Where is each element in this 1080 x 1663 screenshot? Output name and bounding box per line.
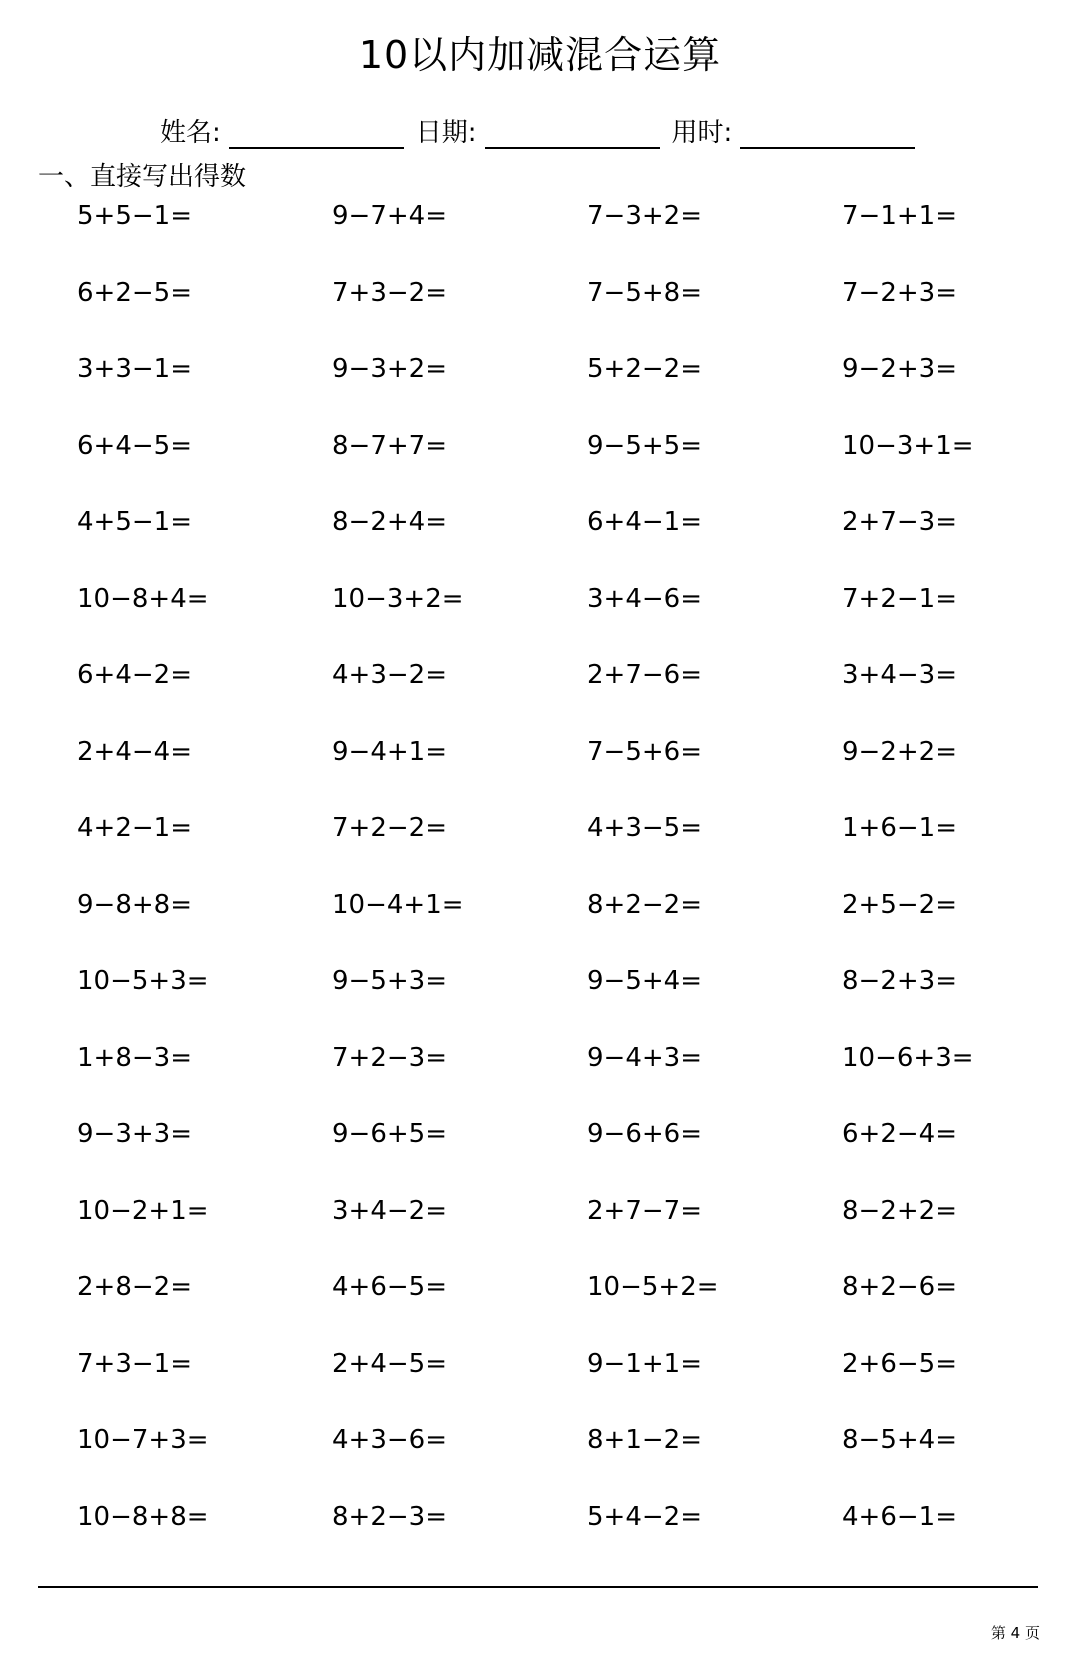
math-problem: 2+4−5=	[332, 1348, 447, 1379]
math-problem: 7−5+6=	[587, 736, 702, 767]
math-problem: 9−1+1=	[587, 1348, 702, 1379]
math-problem: 8−2+2=	[842, 1195, 957, 1226]
math-problem: 7+2−1=	[842, 583, 957, 614]
math-problem: 9−5+3=	[332, 966, 447, 996]
math-problem: 9−6+5=	[332, 1119, 447, 1149]
math-problem: 8+1−2=	[587, 1425, 702, 1455]
math-problem: 2+7−6=	[587, 660, 702, 690]
math-problem: 6+4−1=	[587, 507, 702, 537]
student-info-row	[160, 113, 927, 149]
math-problem: 10−8+4=	[77, 583, 209, 614]
math-problem: 7+2−3=	[332, 1042, 447, 1073]
math-problem: 9−2+3=	[842, 354, 957, 384]
math-problem: 2+7−3=	[842, 507, 957, 537]
math-problem: 5+5−1=	[77, 201, 192, 231]
math-problem: 10−7+3=	[77, 1425, 209, 1455]
name-blank-line[interactable]	[229, 123, 404, 149]
math-problem: 8+2−2=	[587, 889, 702, 920]
math-problem: 7−1+1=	[842, 201, 957, 231]
math-problem: 1+6−1=	[842, 813, 957, 843]
math-problem: 4+5−1=	[77, 507, 192, 537]
math-problem: 8+2−3=	[332, 1501, 447, 1532]
name-label: 姓名:	[160, 118, 221, 148]
math-problem: 8−2+4=	[332, 507, 447, 537]
time-label: 用时:	[671, 118, 733, 148]
math-problem: 2+7−7=	[587, 1195, 702, 1226]
math-problem: 2+4−4=	[77, 736, 192, 767]
math-problem: 10−3+2=	[332, 583, 464, 614]
math-problem: 9−3+3=	[77, 1119, 192, 1149]
time-blank-line[interactable]	[740, 123, 915, 149]
section-heading: 一、直接写出得数	[38, 162, 247, 192]
math-problem: 4+3−2=	[332, 660, 447, 690]
problems-grid	[77, 198, 1080, 1575]
math-problem: 3+4−6=	[587, 583, 702, 614]
math-problem: 10−6+3=	[842, 1042, 974, 1073]
math-problem: 7+3−2=	[332, 277, 447, 308]
math-problem: 10−3+1=	[842, 430, 974, 461]
math-problem: 9−4+1=	[332, 736, 447, 767]
math-problem: 9−8+8=	[77, 889, 192, 920]
math-problem: 6+2−5=	[77, 277, 192, 308]
math-problem: 3+4−2=	[332, 1195, 447, 1226]
math-problem: 7−3+2=	[587, 201, 702, 231]
math-problem: 5+2−2=	[587, 354, 702, 384]
math-problem: 10−5+3=	[77, 966, 209, 996]
math-problem: 7+3−1=	[77, 1348, 192, 1379]
math-problem: 6+2−4=	[842, 1119, 957, 1149]
math-problem: 4+6−5=	[332, 1272, 447, 1302]
date-blank-line[interactable]	[485, 123, 660, 149]
math-problem: 8+2−6=	[842, 1272, 957, 1302]
math-problem: 10−4+1=	[332, 889, 464, 920]
math-problem: 8−7+7=	[332, 430, 447, 461]
math-problem: 3+3−1=	[77, 354, 192, 384]
math-problem: 2+6−5=	[842, 1348, 957, 1379]
math-problem: 10−8+8=	[77, 1501, 209, 1532]
math-problem: 7−5+8=	[587, 277, 702, 308]
math-problem: 2+5−2=	[842, 889, 957, 920]
date-field	[416, 117, 660, 149]
math-problem: 7+2−2=	[332, 813, 447, 843]
math-problem: 5+4−2=	[587, 1501, 702, 1532]
footer-divider	[38, 1586, 1038, 1588]
math-problem: 10−2+1=	[77, 1195, 209, 1226]
math-problem: 9−4+3=	[587, 1042, 702, 1073]
math-problem: 9−3+2=	[332, 354, 447, 384]
math-problem: 2+8−2=	[77, 1272, 192, 1302]
math-problem: 4+3−6=	[332, 1425, 447, 1455]
math-problem: 9−6+6=	[587, 1119, 702, 1149]
page-number: 第 4 页	[990, 1624, 1040, 1642]
math-problem: 6+4−2=	[77, 660, 192, 690]
math-problem: 9−5+4=	[587, 966, 702, 996]
name-field	[160, 117, 404, 149]
math-problem: 9−5+5=	[587, 430, 702, 461]
math-problem: 9−7+4=	[332, 201, 447, 231]
math-problem: 8−5+4=	[842, 1425, 957, 1455]
page-title: 10以内加减混合运算	[358, 33, 722, 77]
math-problem: 4+2−1=	[77, 813, 192, 843]
date-label: 日期:	[415, 118, 477, 148]
math-problem: 6+4−5=	[77, 430, 192, 461]
math-problem: 7−2+3=	[842, 277, 957, 308]
math-problem: 10−5+2=	[587, 1272, 719, 1302]
math-problem: 1+8−3=	[77, 1042, 192, 1073]
time-field	[672, 117, 916, 149]
math-problem: 8−2+3=	[842, 966, 957, 996]
math-problem: 3+4−3=	[842, 660, 957, 690]
math-problem: 4+3−5=	[587, 813, 702, 843]
math-problem: 4+6−1=	[842, 1501, 957, 1532]
math-problem: 9−2+2=	[842, 736, 957, 767]
